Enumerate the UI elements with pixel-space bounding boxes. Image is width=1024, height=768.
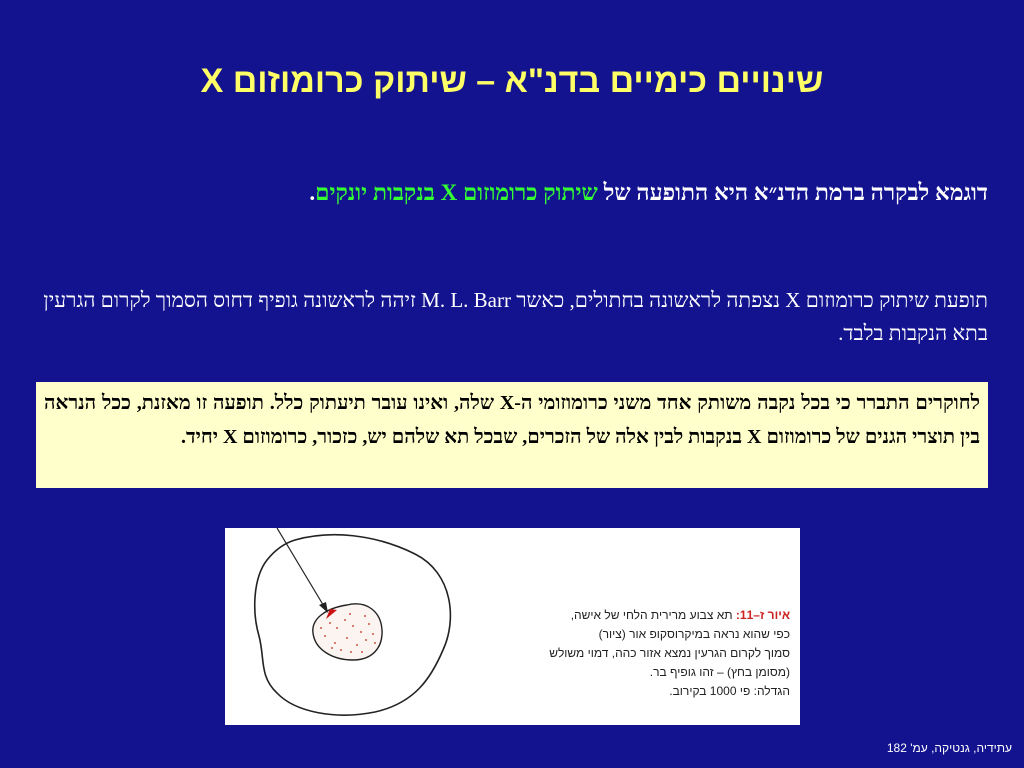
figure-caption xyxy=(470,606,790,701)
barr-paragraph: תופעת שיתוק כרומוזום X נצפתה לראשונה בחתולים, כאשר M. L. Barr זיהה לראשונה גופיף דחוס הסמוך לקרום הגרעין בתא הנקבות בלבד. xyxy=(43,288,988,345)
figure-panel xyxy=(225,528,800,725)
caption-line-1-text: תא צבוע מרירית הלחי של אישה, xyxy=(570,608,736,622)
caption-label: איור ז–11: xyxy=(735,608,790,622)
highlight-box: לחוקרים התברר כי בכל נקבה משותק אחד משני כרומוזומי ה-X שלה, ואינו עובר תיעתוק כלל. תופעה זו מאזנת, ככל הנראה בין תוצרי הגנים של כרומוזום X בנקבות לבין אלה של הזכרים, שבכל תא שלהם יש, כזכור, כרומוזום X יחיד. xyxy=(36,382,988,488)
intro-end: . xyxy=(309,180,316,205)
caption-line-4: (מסומן בחץ) – זהו גופיף בר. xyxy=(649,665,790,679)
intro-paragraph xyxy=(40,172,988,214)
caption-line-5: הגדלה: פי 1000 בקירוב. xyxy=(669,684,790,698)
slide-title: שינויים כימיים בדנ"א – שיתוק כרומוזום X xyxy=(200,62,824,100)
caption-line-3: סמוך לקרום הגרעין נמצא אזור כהה, דמוי משולש xyxy=(549,646,790,660)
intro-text: דוגמא לבקרה ברמת הדנ״א היא התופעה של xyxy=(597,180,988,205)
nucleus xyxy=(313,604,382,660)
pointer-arrow xyxy=(277,528,325,608)
caption-line-2: כפי שהוא נראה במיקרוסקופ אור (ציור) xyxy=(598,627,790,641)
intro-highlight-mammals: יונקים xyxy=(315,180,368,205)
slide-footer: עתידיה, גנטיקה, עמ' 182 xyxy=(886,741,1012,755)
arrow-head xyxy=(319,602,328,613)
caption-line-1 xyxy=(470,606,790,625)
intro-highlight-x-inactivation: שיתוק כרומוזום X בנקבות xyxy=(372,180,598,205)
